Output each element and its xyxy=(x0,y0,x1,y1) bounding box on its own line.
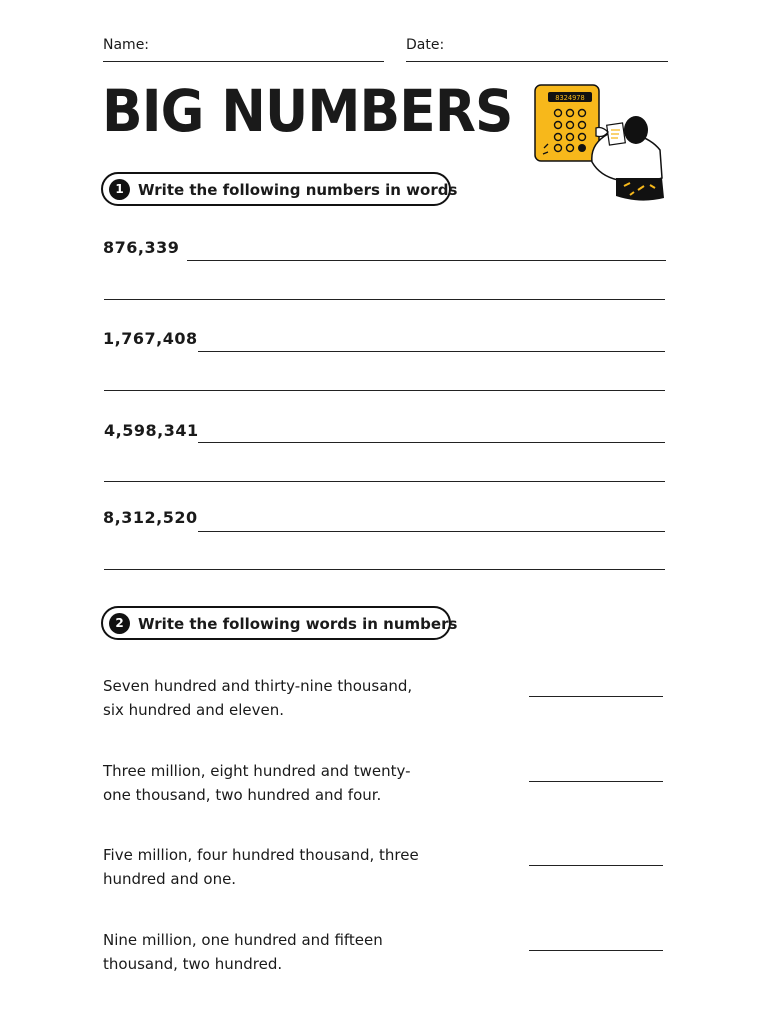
answer-line[interactable] xyxy=(529,950,663,951)
word-item-4: Nine million, one hundred and fifteen thousand, two hundred. xyxy=(103,931,383,973)
answer-line[interactable] xyxy=(529,781,663,782)
number-item-2: 1,767,408 xyxy=(103,329,198,348)
answer-line[interactable] xyxy=(529,696,663,697)
page-title: BIG NUMBERS xyxy=(102,77,513,145)
answer-line[interactable] xyxy=(104,569,665,570)
number-item-4: 8,312,520 xyxy=(103,508,198,527)
number-item-3: 4,598,341 xyxy=(104,421,199,440)
calculator-illustration xyxy=(530,82,670,204)
answer-line[interactable] xyxy=(104,481,665,482)
word-item-1: Seven hundred and thirty-nine thousand, six hundred and eleven. xyxy=(103,677,413,719)
answer-line[interactable] xyxy=(104,299,665,300)
word-item-2: Three million, eight hundred and twenty- one thousand, two hundred and four. xyxy=(103,762,411,804)
answer-line[interactable] xyxy=(104,390,665,391)
section-2-header xyxy=(101,606,458,640)
answer-line[interactable] xyxy=(529,865,663,866)
section-2-instruction: Write the following words in numbers xyxy=(138,615,458,633)
date-label: Date: xyxy=(406,37,445,53)
answer-line[interactable] xyxy=(187,260,666,261)
section-1-number: 1 xyxy=(109,179,130,200)
name-field[interactable] xyxy=(103,61,384,62)
answer-line[interactable] xyxy=(198,351,665,352)
answer-line[interactable] xyxy=(198,531,665,532)
answer-line[interactable] xyxy=(198,442,665,443)
section-1-header xyxy=(101,172,458,206)
date-field[interactable] xyxy=(406,61,668,62)
section-1-instruction: Write the following numbers in words xyxy=(138,181,458,199)
calculator-display: 8324978 xyxy=(555,94,585,102)
number-item-1: 876,339 xyxy=(103,238,180,257)
section-2-number: 2 xyxy=(109,613,130,634)
name-label: Name: xyxy=(103,37,150,53)
word-item-3: Five million, four hundred thousand, three hundred and one. xyxy=(103,846,419,888)
